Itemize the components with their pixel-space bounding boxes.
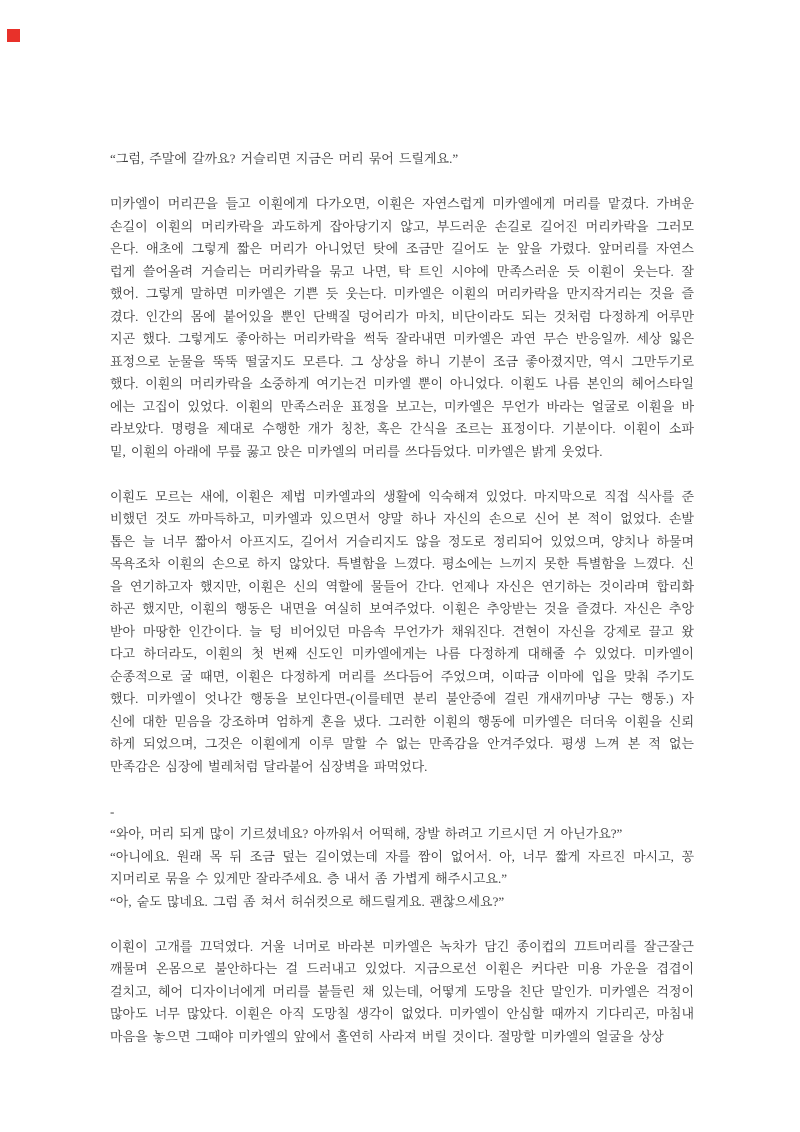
text-line: 겼다. 인간의 몸에 붙어있을 뿐인 단백질 덩어리가 마치, 비단이라도 되는 것처럼 다정하게 어루만 [110,308,694,324]
text-line: 비했던 것도 까마득하고, 미카엘과 있으면서 양말 하나 자신의 손으로 신어 본 적이 없었다. 손발 [110,511,694,526]
text-line: 하게 되었으며, 그것은 이훤에게 이루 말할 수 없는 만족감을 안겨주었다. 평생 느껴 본 적 없는 [110,736,694,751]
text-line: “아, 숱도 많네요. 그럼 좀 쳐서 허쉬컷으로 해드릴게요. 괜찮으세요?” [110,893,505,909]
paragraph-2 [110,486,694,779]
text-line: 럽게 쓸어올려 거슬리는 머리카락을 묶고 나면, 탁 트인 시야에 만족스러운 듯 이훤이 웃는다. 잘 [110,263,694,279]
opening-dialogue [110,148,694,171]
text-line: 에는 고집이 있었다. 이훤의 만족스러운 표정을 보고는, 미카엘은 무언가 바라는 얼굴로 이훤을 바 [110,398,694,414]
text-line: 순종적으로 굴 때면, 이훤은 다정하게 머리를 쓰다듬어 주었으며, 이따금 이마에 입을 맞춰 주기도 [110,668,694,684]
text-line: 은다. 애초에 그렇게 짧은 머리가 아니었던 탓에 조금만 길어도 눈 앞을 가렸다. 앞머리를 자연스 [110,241,694,256]
text-line: 만족감은 심장에 벌레처럼 달라붙어 심장벽을 파먹었다. [110,758,428,774]
text-line: 했다. 이훤의 머리카락을 소중하게 여기는건 미카엘 뿐이 아니었다. 이훤도 나름 본인의 헤어스타일 [110,376,694,391]
text-line: 지머리로 묶을 수 있게만 잘라주세요. 층 내서 좀 가볍게 해주시고요.” [110,871,507,886]
text-line: 다고 하더라도, 이훤의 첫 번째 신도인 미카엘에게는 나름 다정하게 대해줄 수 있었다. 미카엘이 [110,646,694,661]
text-line: 받아 마땅한 인간이다. 늘 텅 비어있던 마음속 무언가가 채워진다. 견현이 자신을 강제로 끌고 왔 [110,623,694,639]
text-line: 지곤 했다. 그렇게도 좋아하는 머리카락을 썩둑 잘라내면 미카엘은 과연 무슨 반응일까. 세상 잃은 [110,331,694,346]
document-text-body [110,148,694,1071]
text-line: 많아도 너무 많았다. 이훤은 아직 도망칠 생각이 없었다. 미카엘이 안심할 때까지 기다리곤, 마침내 [110,1006,694,1021]
text-line: 했어. 그렇게 말하면 미카엘은 기쁜 듯 웃는다. 미카엘은 이훤의 머리카락을 만지작거리는 것을 즐 [110,286,694,301]
text-line: 이훤이 고개를 끄덕였다. 거울 너머로 바라본 미카엘은 녹차가 담긴 종이컵의 끄트머리를 잘근잘근 [110,938,694,954]
text-line: 이훤도 모르는 새에, 이훤은 제법 미카엘과의 생활에 익숙해져 있었다. 마지막으로 직접 식사를 준 [110,488,694,504]
text-line: 신에 대한 믿음을 강조하며 엄하게 혼을 냈다. 그러한 이훤의 행동에 미카엘은 더더욱 이훤을 신뢰 [110,713,694,729]
red-square-marker [7,29,20,42]
paragraph-3 [110,936,694,1049]
text-line: “그럼, 주말에 갈까요? 거슬리면 지금은 머리 묶어 드릴게요.” [110,151,459,166]
text-line: 깨물며 온몸으로 불안하다는 걸 드러내고 있었다. 지금으로선 이훤은 커다란 미용 가운을 겹겹이 [110,961,694,976]
text-line: 을 연기하고자 했지만, 이훤은 신의 역할에 물들어 간다. 언제나 자신은 연기하는 것이라며 합리화 [110,578,694,594]
text-line: 톱은 늘 너무 짧아서 아프지도, 길어서 거슬리지도 않을 정도로 정리되어 있었으며, 양치나 하물며 [110,533,694,549]
text-line: 하곤 했지만, 이훤의 행동은 내면을 여실히 보여주었다. 이훤은 추앙받는 것을 즐겼다. 자신은 추앙 [110,601,694,616]
text-line: 했다. 미카엘이 엇나간 행동을 보인다면-(이를테면 분리 불안증에 걸린 개새끼마냥 구는 행동.) 자 [110,691,694,706]
text-line: 미카엘이 머리끈을 들고 이훤에게 다가오면, 이훤은 자연스럽게 미카엘에게 머리를 맡겼다. 가벼운 [110,196,694,211]
text-line: 손길이 이훤의 머리카락을 과도하게 잡아당기지 않고, 부드러운 손길로 길어진 머리카락을 그러모 [110,218,694,234]
text-line: “와아, 머리 되게 많이 기르셨네요? 아까워서 어떡해, 장발 하려고 기르시던 거 아닌가요?” [110,826,623,841]
text-line: 걸치고, 헤어 디자이너에게 머리를 붙들린 채 있는데, 어떻게 도망을 친단 말인가. 미카엘은 걱정이 [110,983,694,999]
text-line: 라보았다. 명령을 제대로 수행한 개가 칭찬, 혹은 간식을 조르는 표정이다. 기분이다. 이훤이 소파 [110,421,694,436]
text-line: 표정으로 눈물을 뚝뚝 떨굴지도 모른다. 그 상상을 하니 기분이 조금 좋아졌지만, 역시 그만두기로 [110,353,694,369]
text-line: “아니에요. 원래 목 뒤 조금 덮는 길이였는데 자를 짬이 없어서. 아, 너무 짧게 자르진 마시고, 꽁 [110,848,694,864]
scene-break-dialogue [110,801,694,914]
text-line: - [110,803,115,819]
paragraph-1 [110,193,694,463]
text-line: 밑, 이훤의 아래에 무릎 꿇고 앉은 미카엘의 머리를 쓰다듬었다. 미카엘은 밝게 웃었다. [110,443,603,459]
text-line: 목욕조차 이훤의 손으로 하지 않았다. 특별함을 느꼈다. 평소에는 느끼지 못한 특별함을 느꼈다. 신 [110,556,694,571]
text-line: 마음을 놓으면 그때야 미카엘의 앞에서 홀연히 사라져 버릴 것이다. 절망할 미카엘의 얼굴을 상상 [110,1028,664,1044]
